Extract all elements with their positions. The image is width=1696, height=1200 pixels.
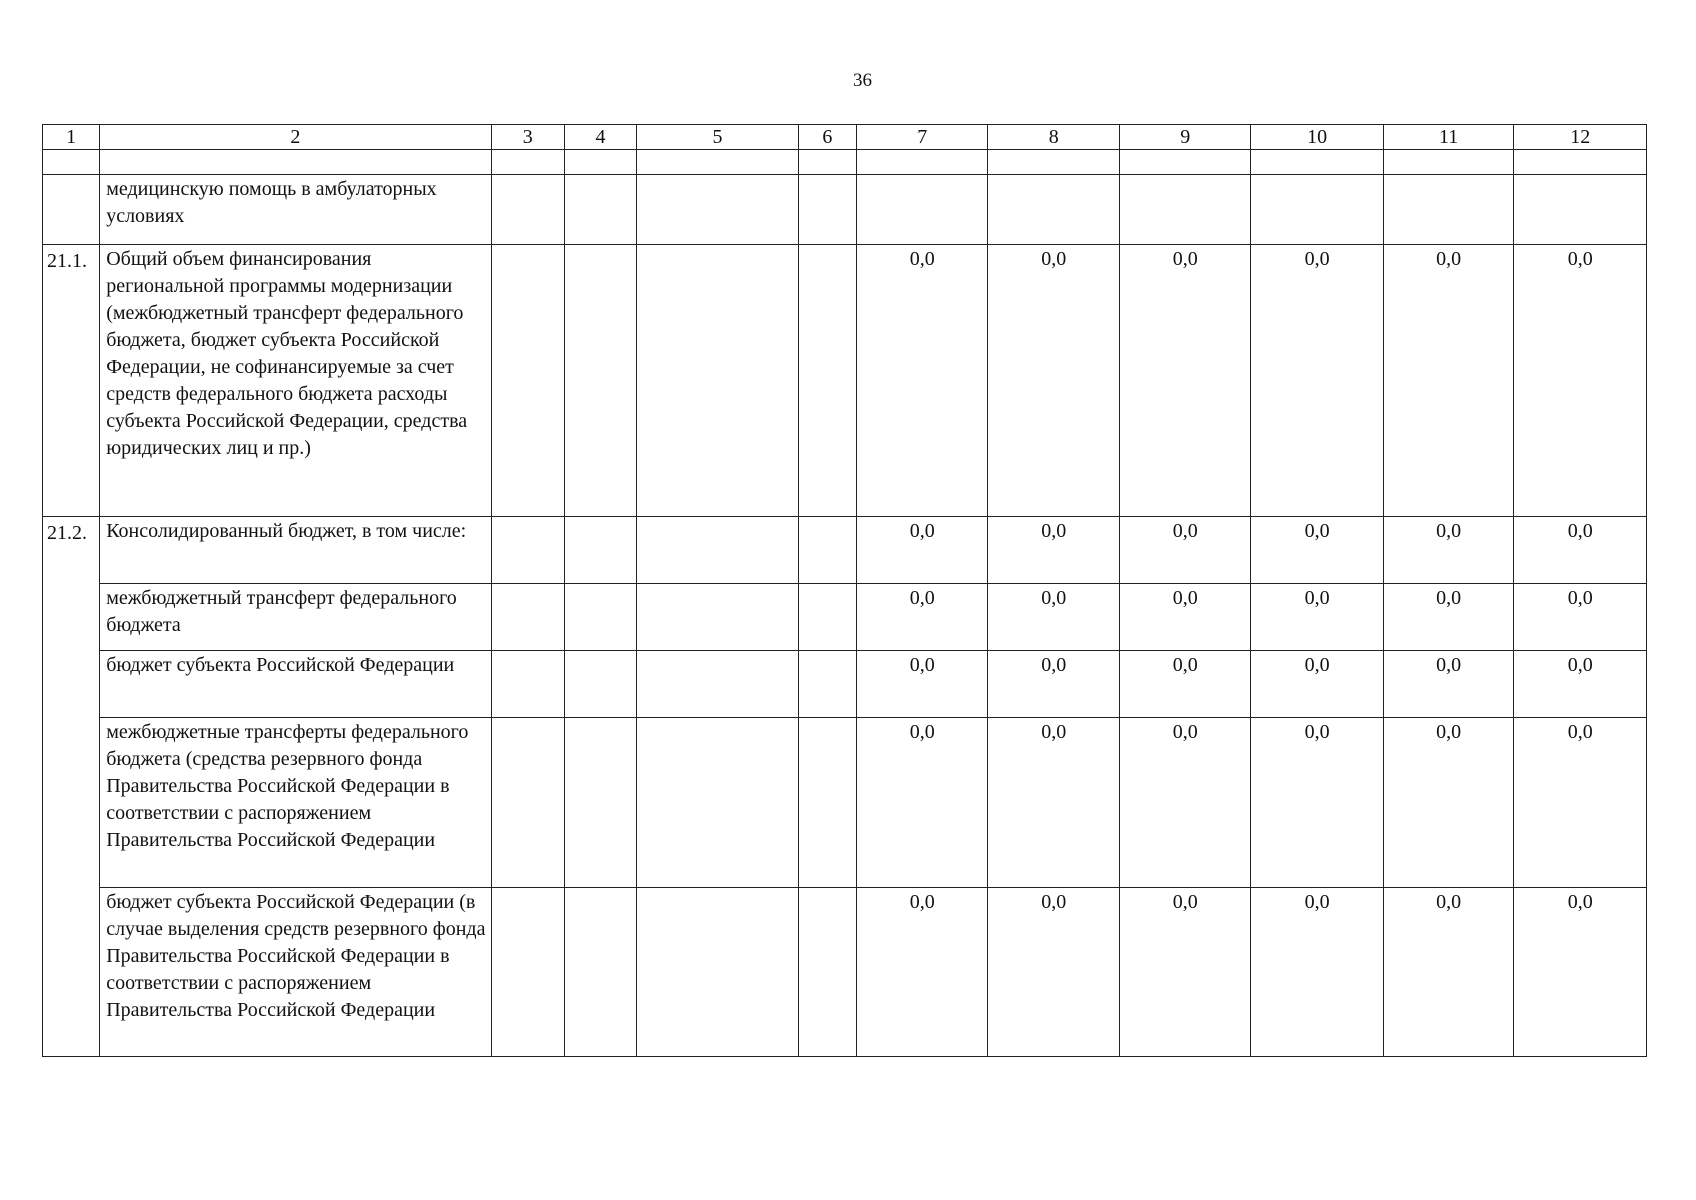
table-cell	[856, 150, 987, 175]
value-cell: 0,0	[988, 245, 1119, 517]
value-cell	[798, 517, 856, 584]
value-cell: 0,0	[1383, 888, 1513, 1057]
value-cell: 0,0	[1514, 584, 1647, 651]
row-number	[43, 888, 100, 1057]
table-cell	[43, 150, 100, 175]
table-cell	[564, 150, 636, 175]
value-cell	[491, 651, 564, 718]
column-header: 4	[564, 125, 636, 150]
row-number	[43, 584, 100, 651]
row-number	[43, 175, 100, 245]
value-cell: 0,0	[856, 651, 987, 718]
value-cell	[637, 245, 799, 517]
row-description: межбюджетные трансферты федерального бюджета (средства резервного фонда Правительства Российской Федерации в соответствии с распоряжением Правительства Российской Федерации	[100, 718, 491, 888]
column-header: 10	[1251, 125, 1383, 150]
table-cell	[1514, 150, 1647, 175]
value-cell: 0,0	[1514, 888, 1647, 1057]
row-number: 21.1.	[43, 245, 100, 517]
row-number: 21.2.	[43, 517, 100, 584]
value-cell: 0,0	[988, 517, 1119, 584]
value-cell	[564, 175, 636, 245]
table-cell	[491, 150, 564, 175]
column-header: 8	[988, 125, 1119, 150]
value-cell	[798, 718, 856, 888]
table-row	[43, 584, 1647, 651]
value-cell	[798, 175, 856, 245]
value-cell: 0,0	[856, 888, 987, 1057]
value-cell	[798, 584, 856, 651]
value-cell	[1119, 175, 1250, 245]
value-cell: 0,0	[1251, 718, 1383, 888]
value-cell: 0,0	[1383, 651, 1513, 718]
row-description: межбюджетный трансферт федерального бюджета	[100, 584, 491, 651]
column-header: 11	[1383, 125, 1513, 150]
value-cell	[637, 888, 799, 1057]
table-cell	[1383, 150, 1513, 175]
table-row	[43, 517, 1647, 584]
value-cell: 0,0	[1251, 888, 1383, 1057]
table-cell	[798, 150, 856, 175]
column-header: 2	[100, 125, 491, 150]
table-cell	[100, 150, 491, 175]
value-cell	[1383, 175, 1513, 245]
value-cell: 0,0	[1514, 718, 1647, 888]
value-cell	[491, 245, 564, 517]
table-cell	[1251, 150, 1383, 175]
value-cell	[988, 175, 1119, 245]
value-cell: 0,0	[1251, 651, 1383, 718]
value-cell	[491, 888, 564, 1057]
value-cell: 0,0	[1119, 651, 1250, 718]
row-number	[43, 651, 100, 718]
table-header-row	[43, 125, 1647, 150]
value-cell: 0,0	[856, 245, 987, 517]
row-description: бюджет субъекта Российской Федерации (в случае выделения средств резервного фонда Правительства Российской Федерации в соответствии с распоряжением Правительства Российской Федерации	[100, 888, 491, 1057]
value-cell: 0,0	[1383, 584, 1513, 651]
value-cell	[856, 175, 987, 245]
value-cell	[637, 584, 799, 651]
value-cell	[564, 651, 636, 718]
value-cell: 0,0	[1514, 245, 1647, 517]
value-cell	[1251, 175, 1383, 245]
table-cell	[1119, 150, 1250, 175]
value-cell: 0,0	[1119, 584, 1250, 651]
value-cell	[798, 245, 856, 517]
value-cell: 0,0	[1251, 517, 1383, 584]
value-cell	[564, 888, 636, 1057]
value-cell: 0,0	[856, 718, 987, 888]
row-description: медицинскую помощь в амбулаторных условиях	[100, 175, 491, 245]
value-cell	[564, 517, 636, 584]
table-row	[43, 175, 1647, 245]
value-cell: 0,0	[988, 584, 1119, 651]
table-row	[43, 245, 1647, 517]
value-cell	[798, 888, 856, 1057]
row-number	[43, 718, 100, 888]
row-description: бюджет субъекта Российской Федерации	[100, 651, 491, 718]
column-header: 6	[798, 125, 856, 150]
table-row	[43, 888, 1647, 1057]
column-header: 12	[1514, 125, 1647, 150]
column-header: 9	[1119, 125, 1250, 150]
value-cell: 0,0	[988, 718, 1119, 888]
column-header: 3	[491, 125, 564, 150]
value-cell: 0,0	[856, 584, 987, 651]
value-cell	[637, 651, 799, 718]
row-description: Консолидированный бюджет, в том числе:	[100, 517, 491, 584]
table-cell	[637, 150, 799, 175]
column-header: 5	[637, 125, 799, 150]
value-cell: 0,0	[1514, 517, 1647, 584]
page-number: 36	[853, 70, 872, 91]
table-spacer-row	[43, 150, 1647, 175]
value-cell: 0,0	[856, 517, 987, 584]
table-cell	[988, 150, 1119, 175]
value-cell: 0,0	[1251, 245, 1383, 517]
value-cell: 0,0	[1251, 584, 1383, 651]
value-cell: 0,0	[988, 888, 1119, 1057]
column-header: 7	[856, 125, 987, 150]
value-cell	[491, 517, 564, 584]
value-cell	[637, 718, 799, 888]
value-cell	[491, 175, 564, 245]
value-cell: 0,0	[1119, 517, 1250, 584]
row-description: Общий объем финансирования региональной программы модернизации (межбюджетный трансферт федерального бюджета, бюджет субъекта Российской Федерации, не софинансируемые за счет средств федерального бюджета расходы субъекта Российской Федерации, средства юридических лиц и пр.)	[100, 245, 491, 517]
value-cell	[798, 651, 856, 718]
budget-table	[42, 124, 1647, 1057]
value-cell	[1514, 175, 1647, 245]
value-cell	[637, 517, 799, 584]
table-row	[43, 718, 1647, 888]
value-cell: 0,0	[1119, 888, 1250, 1057]
value-cell	[491, 584, 564, 651]
value-cell	[564, 245, 636, 517]
column-header: 1	[43, 125, 100, 150]
value-cell: 0,0	[1514, 651, 1647, 718]
value-cell	[564, 584, 636, 651]
value-cell: 0,0	[1383, 245, 1513, 517]
table-row	[43, 651, 1647, 718]
value-cell: 0,0	[1119, 245, 1250, 517]
value-cell	[564, 718, 636, 888]
value-cell	[637, 175, 799, 245]
value-cell: 0,0	[1383, 517, 1513, 584]
value-cell: 0,0	[1119, 718, 1250, 888]
value-cell: 0,0	[988, 651, 1119, 718]
value-cell	[491, 718, 564, 888]
value-cell: 0,0	[1383, 718, 1513, 888]
